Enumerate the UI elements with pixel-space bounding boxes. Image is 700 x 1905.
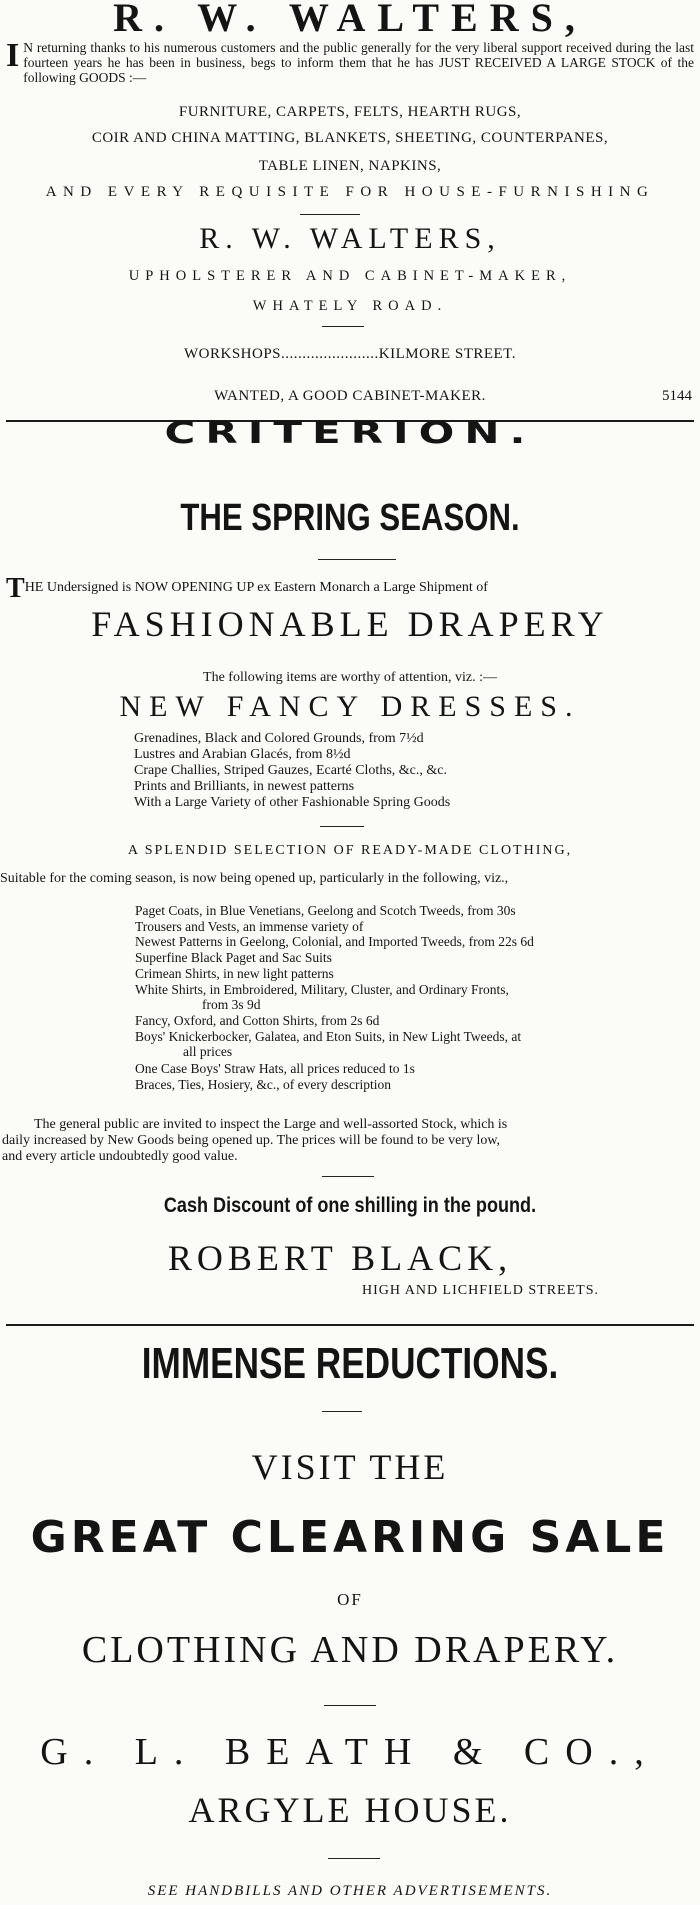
walters-goods-line-1: FURNITURE, CARPETS, FELTS, HEARTH RUGS, bbox=[178, 104, 522, 120]
walters-dropcap: I bbox=[6, 37, 20, 74]
general-divider bbox=[322, 1176, 374, 1177]
fashionable-drapery: FASHIONABLE DRAPERY bbox=[91, 604, 609, 644]
of-label: OF bbox=[337, 1590, 363, 1609]
beath-divider-2 bbox=[324, 1705, 376, 1706]
walters-trade: UPHOLSTERER AND CABINET-MAKER, bbox=[128, 268, 572, 284]
criterion-divider bbox=[318, 559, 396, 560]
column-rule-2 bbox=[6, 1324, 694, 1326]
general-public-line-3: and every article undoubtedly good value. bbox=[2, 1149, 238, 1164]
visit-the: VISIT THE bbox=[251, 1447, 449, 1487]
walters-street: WHATELY ROAD. bbox=[252, 298, 448, 314]
following-items: The following items are worthy of attention, viz. :— bbox=[203, 670, 497, 685]
list-item: Paget Coats, in Blue Venetians, Geelong and Scotch Tweeds, from 30s bbox=[135, 903, 516, 918]
list-item: Boys' Knickerbocker, Galatea, and Eton Suits, in New Light Tweeds, at bbox=[135, 1029, 522, 1044]
cash-discount-wrap bbox=[0, 1194, 700, 1218]
robert-black-name: ROBERT BLACK, bbox=[167, 1238, 513, 1278]
list-item: all prices bbox=[183, 1044, 233, 1059]
list-item: Fancy, Oxford, and Cotton Shirts, from 2s 6d bbox=[135, 1013, 380, 1028]
walters-goods-line-2: COIR AND CHINA MATTING, BLANKETS, SHEETING, COUNTERPANES, bbox=[91, 130, 609, 146]
list-item: Prints and Brilliants, in newest patterns bbox=[134, 779, 355, 794]
walters-title: R. W. WALTERS, bbox=[113, 0, 587, 40]
walters-signature: R. W. WALTERS, bbox=[199, 222, 501, 255]
walters-wanted: WANTED, A GOOD CABINET-MAKER. bbox=[214, 388, 486, 404]
list-item: Crimean Shirts, in new light patterns bbox=[135, 966, 334, 981]
walters-workshops: WORKSHOPS.......................KILMORE STREET. bbox=[184, 346, 516, 362]
list-item: One Case Boys' Straw Hats, all prices reduced to 1s bbox=[135, 1061, 415, 1076]
new-fancy-dresses: NEW FANCY DRESSES. bbox=[119, 690, 581, 723]
list-item: from 3s 9d bbox=[202, 997, 261, 1012]
clothing-and-drapery: CLOTHING AND DRAPERY. bbox=[81, 1629, 619, 1671]
list-item: With a Large Variety of other Fashionable Spring Goods bbox=[134, 795, 451, 810]
walters-divider-2 bbox=[322, 326, 364, 327]
criterion-banner-wrap bbox=[0, 408, 700, 457]
spring-headline-wrap bbox=[0, 497, 700, 540]
immense-reductions: IMMENSE REDUCTIONS. bbox=[141, 1339, 559, 1388]
list-item: White Shirts, in Embroidered, Military, Cluster, and Ordinary Fronts, bbox=[135, 982, 509, 997]
walters-divider bbox=[300, 214, 360, 215]
list-item: Grenadines, Black and Colored Grounds, from 7½d bbox=[134, 731, 424, 746]
walters-ref-number: 5144 bbox=[662, 388, 692, 404]
robert-black-address: HIGH AND LICHFIELD STREETS. bbox=[362, 1283, 599, 1298]
criterion-dropcap: T bbox=[6, 573, 25, 604]
spring-headline: THE SPRING SEASON. bbox=[180, 497, 520, 539]
general-public-line-2: daily increased by New Goods being opened up. The prices will be found to be very low, bbox=[2, 1133, 501, 1148]
criterion-intro bbox=[6, 573, 694, 605]
beath-divider-3 bbox=[328, 1858, 380, 1859]
list-item: Braces, Ties, Hosiery, &c., of every description bbox=[135, 1077, 391, 1092]
beath-firm-name: G. L. BEATH & CO., bbox=[40, 1731, 660, 1773]
cash-discount: Cash Discount of one shilling in the pound. bbox=[163, 1194, 537, 1217]
general-public-line-1: The general public are invited to inspect the Large and well-assorted Stock, which is bbox=[34, 1117, 508, 1132]
criterion-intro-text: HE Undersigned is NOW OPENING UP ex Eastern Monarch a Large Shipment of bbox=[24, 580, 488, 595]
list-item: Newest Patterns in Geelong, Colonial, and Imported Tweeds, from 22s 6d bbox=[135, 934, 534, 949]
suitable-line: Suitable for the coming season, is now being opened up, particularly in the following, viz., bbox=[0, 871, 509, 886]
list-item: Crape Challies, Striped Gauzes, Ecarté Cloths, &c., &c. bbox=[134, 763, 447, 778]
see-handbills: SEE HANDBILLS AND OTHER ADVERTISEMENTS. bbox=[147, 1883, 553, 1899]
walters-requisite: AND EVERY REQUISITE FOR HOUSE-FURNISHING bbox=[45, 184, 655, 200]
great-clearing-sale: GREAT CLEARING SALE bbox=[30, 1512, 670, 1563]
list-item: Trousers and Vests, an immense variety of bbox=[135, 919, 364, 934]
immense-reductions-wrap bbox=[0, 1339, 700, 1389]
dresses-divider bbox=[320, 826, 364, 827]
argyle-house: ARGYLE HOUSE. bbox=[188, 1790, 512, 1830]
walters-goods-line-3: TABLE LINEN, NAPKINS, bbox=[258, 158, 442, 174]
beath-divider-1 bbox=[322, 1411, 362, 1412]
walters-intro-text: N returning thanks to his numerous customers and the public generally for the very liberal support received during the last fourteen years he has been in business, begs to inform them that he has JUST RECEIVED A LARGE STOCK of the following GOODS :— bbox=[23, 40, 694, 85]
list-item: Lustres and Arabian Glacés, from 8½d bbox=[134, 747, 351, 762]
clothing-title: A SPLENDID SELECTION OF READY-MADE CLOTHING, bbox=[127, 843, 573, 858]
walters-intro bbox=[6, 37, 694, 85]
criterion-banner: CRITERION. bbox=[164, 414, 536, 451]
list-item: Superfine Black Paget and Sac Suits bbox=[135, 950, 332, 965]
